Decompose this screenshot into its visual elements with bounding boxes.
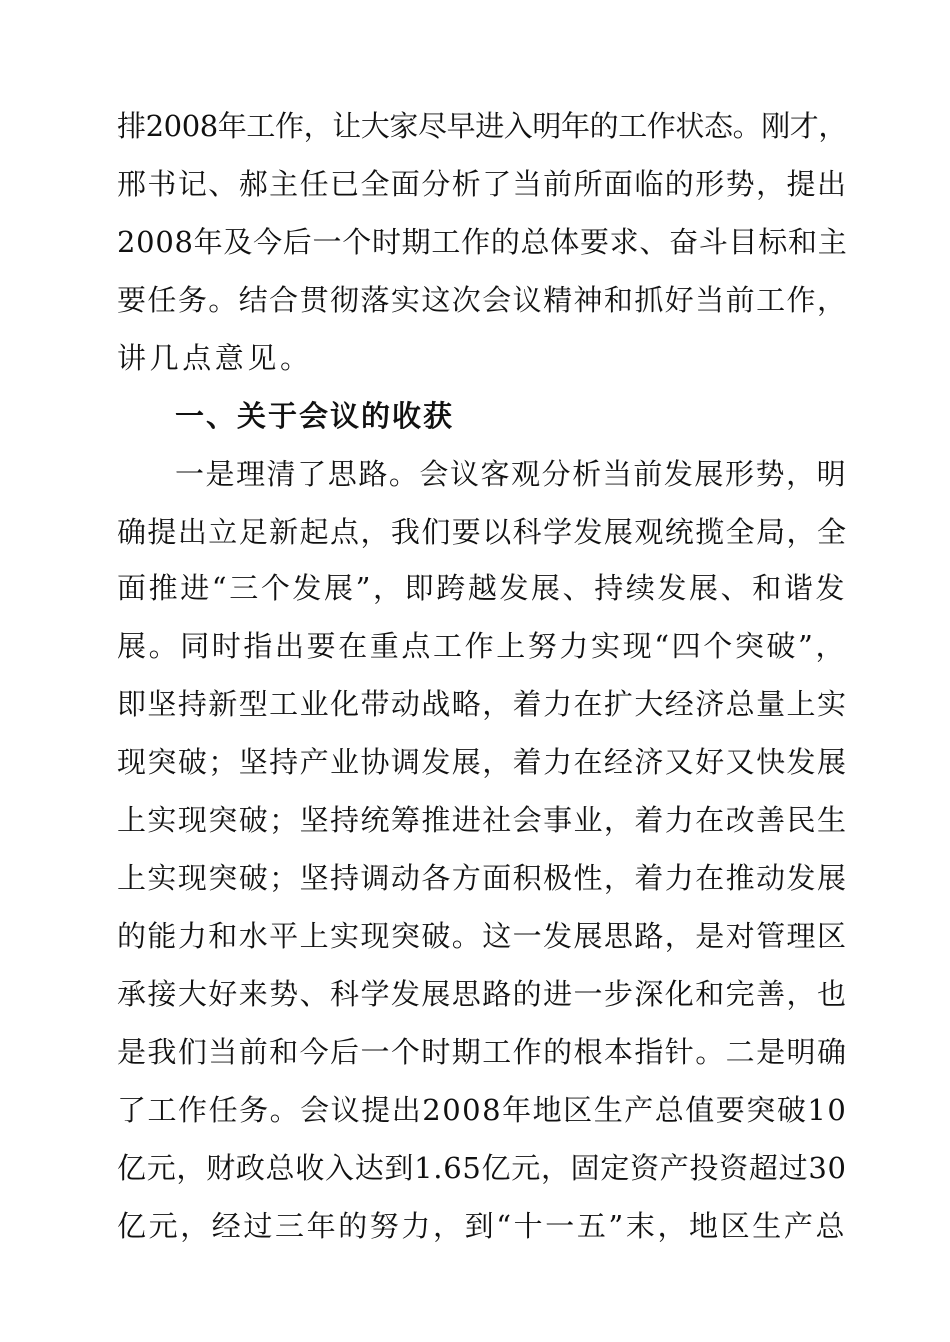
text-line: 2008年及今后一个时期工作的总体要求、奋斗目标和主 xyxy=(117,225,848,259)
text-line: 一是理清了思路。会议客观分析当前发展形势，明 xyxy=(175,457,848,491)
text-line: 了工作任务。会议提出2008年地区生产总值要突破10 xyxy=(117,1093,848,1127)
text-line: 上实现突破；坚持调动各方面积极性，着力在推动发展 xyxy=(117,861,848,895)
text-line: 讲几点意见。 xyxy=(117,341,313,375)
text-line: 邢书记、郝主任已全面分析了当前所面临的形势，提出 xyxy=(117,167,848,201)
text-line: 承接大好来势、科学发展思路的进一步深化和完善，也 xyxy=(117,977,848,1011)
text-line: 即坚持新型工业化带动战略，着力在扩大经济总量上实 xyxy=(117,687,848,721)
text-line: 亿元，经过三年的努力，到“十一五”末，地区生产总 xyxy=(117,1209,848,1243)
text-line: 亿元，财政总收入达到1.65亿元，固定资产投资超过30 xyxy=(117,1151,847,1185)
text-line: 确提出立足新起点，我们要以科学发展观统揽全局，全 xyxy=(117,515,848,549)
text-line: 要任务。结合贯彻落实这次会议精神和抓好当前工作， xyxy=(117,283,848,317)
text-line: 的能力和水平上实现突破。这一发展思路，是对管理区 xyxy=(117,919,848,953)
text-line: 排2008年工作，让大家尽早进入明年的工作状态。刚才， xyxy=(117,109,848,143)
text-line: 是我们当前和今后一个时期工作的根本指针。二是明确 xyxy=(117,1035,848,1069)
text-line: 现突破；坚持产业协调发展，着力在经济又好又快发展 xyxy=(117,745,848,779)
text-line: 展。同时指出要在重点工作上努力实现“四个突破”， xyxy=(117,629,848,663)
section-heading: 一、关于会议的收获 xyxy=(175,399,455,433)
text-line: 上实现突破；坚持统筹推进社会事业，着力在改善民生 xyxy=(117,803,848,837)
text-line: 面推进“三个发展”，即跨越发展、持续发展、和谐发 xyxy=(117,571,848,605)
